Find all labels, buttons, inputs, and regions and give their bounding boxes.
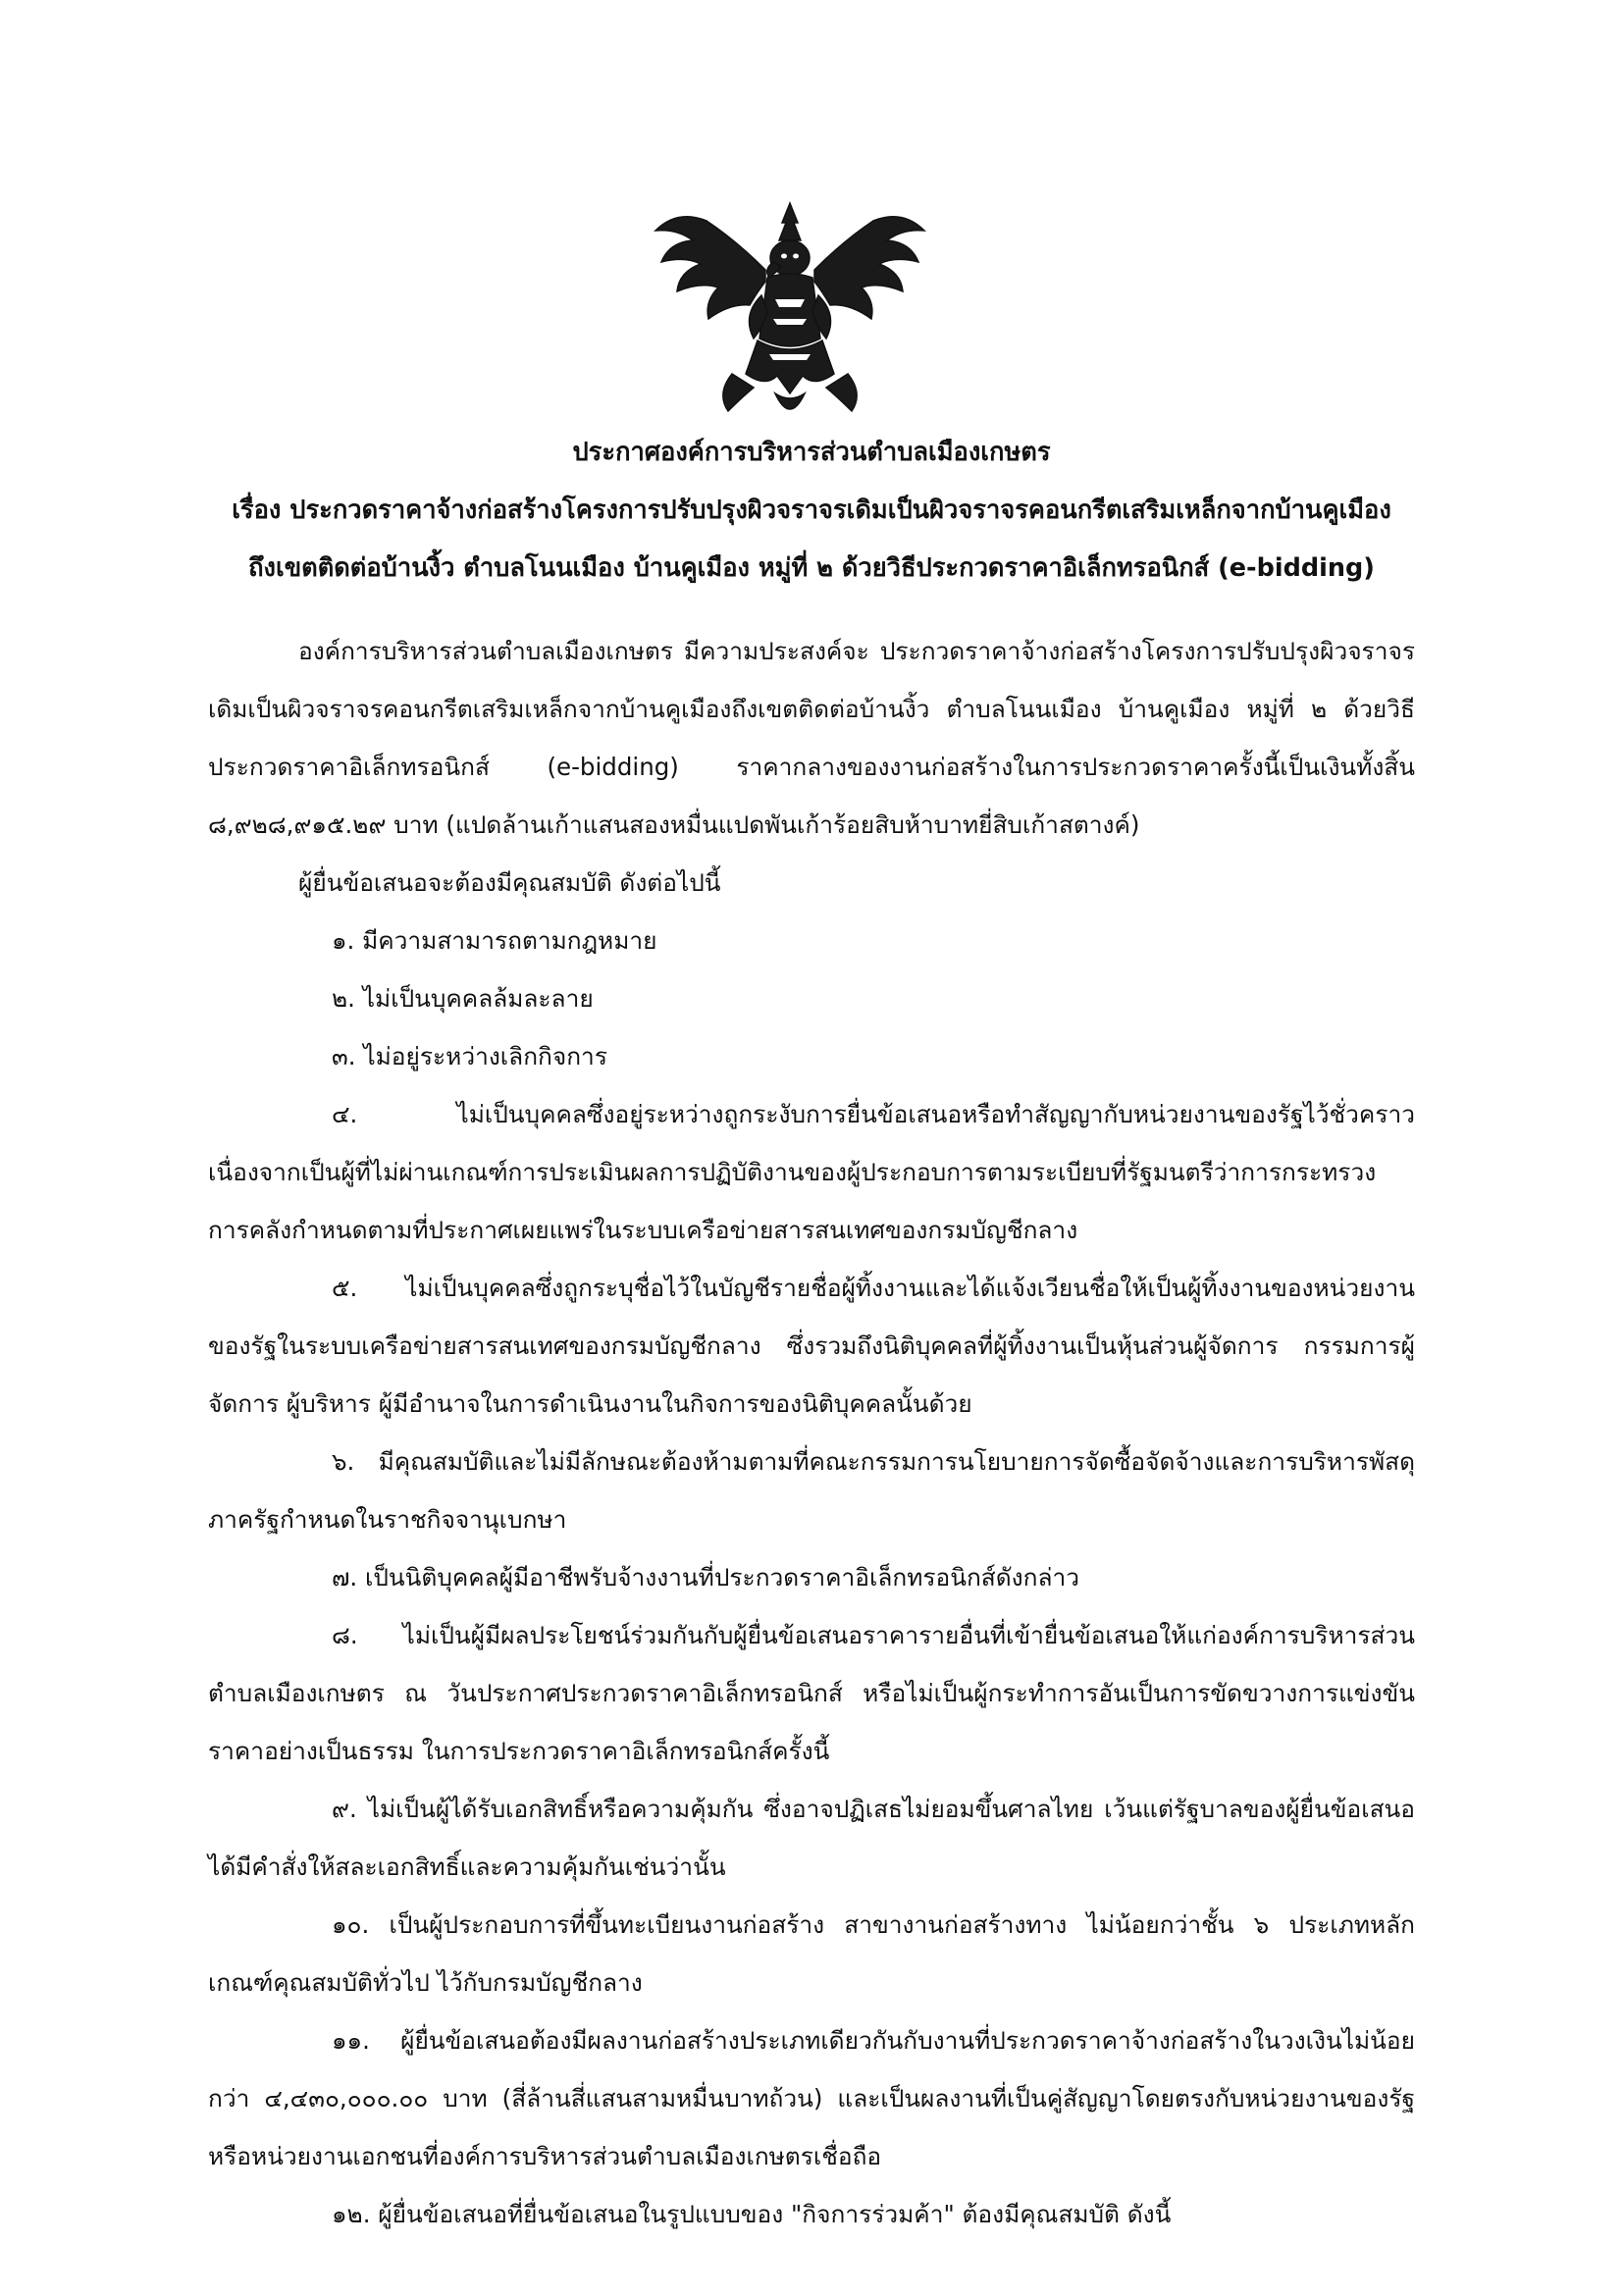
qualification-item-2: ๒. ไม่เป็นบุคคลล้มละลาย xyxy=(332,984,594,1013)
qualification-item-12: ๑๒. ผู้ยื่นข้อเสนอที่ยื่นข้อเสนอในรูปแบบของ "กิจการร่วมค้า" ต้องมีคุณสมบัติ ดังนี้ xyxy=(332,2200,1172,2228)
qualification-item-11: ๑๑. ผู้ยื่นข้อเสนอต้องมีผลงานก่อสร้างประเภทเดียวกันกับงานที่ประกวดราคาจ้างก่อสร้างในวงเงินไม่น้อยกว่า ๔,๔๓๐,๐๐๐.๐๐ บาท (สี่ล้านสี่แสนสามหมื่นบาทถ้วน) และเป็นผลงานที่เป็นคู่สัญญาโดยตรงกับหน่วยงานของรัฐ หรือหน่วยงานเอกชนที่องค์การบริหารส่วนตำบลเมืองเกษตรเชื่อถือ xyxy=(208,2026,1415,2170)
announcement-title: ประกาศองค์การบริหารส่วนตำบลเมืองเกษตร xyxy=(572,438,1051,467)
qualification-item-10: ๑๐. เป็นผู้ประกอบการที่ขึ้นทะเบียนงานก่อสร้าง สาขางานก่อสร้างทาง ไม่น้อยกว่าชั้น ๖ ประเภทหลักเกณฑ์คุณสมบัติทั่วไป ไว้กับกรมบัญชีกลาง xyxy=(208,1910,1415,1997)
qualification-item-1: ๑. มีความสามารถตามกฎหมาย xyxy=(332,926,657,955)
qualifications-heading: ผู้ยื่นข้อเสนอจะต้องมีคุณสมบัติ ดังต่อไปนี้ xyxy=(298,868,721,897)
qualification-item-3: ๓. ไม่อยู่ระหว่างเลิกกิจการ xyxy=(332,1042,607,1070)
qualification-item-5: ๕. ไม่เป็นบุคคลซึ่งถูกระบุชื่อไว้ในบัญชีรายชื่อผู้ทิ้งงานและได้แจ้งเวียนชื่อให้เป็นผู้ทิ้งงานของหน่วยงานของรัฐในระบบเครือข่ายสารสนเทศของกรมบัญชีกลาง ซึ่งรวมถึงนิติบุคคลที่ผู้ทิ้งงานเป็นหุ้นส่วนผู้จัดการ กรรมการผู้จัดการ ผู้บริหาร ผู้มีอำนาจในการดำเนินงานในกิจการของนิติบุคคลนั้นด้วย xyxy=(208,1274,1415,1418)
subject-line-2: ถึงเขตติดต่อบ้านงิ้ว ตำบลโนนเมือง บ้านคูเมือง หมู่ที่ ๒ ด้วยวิธีประกวดราคาอิเล็กทรอนิกส์ (e-bidding) xyxy=(248,553,1375,583)
qualification-item-4: ๔. ไม่เป็นบุคคลซึ่งอยู่ระหว่างถูกระงับการยื่นข้อเสนอหรือทำสัญญากับหน่วยงานของรัฐไว้ชั่วคราว เนื่องจากเป็นผู้ที่ไม่ผ่านเกณฑ์การประเมินผลการปฏิบัติงานของผู้ประกอบการตามระเบียบที่รัฐมนตรีว่าการกระทรวงการคลังกำหนดตามที่ประกาศเผยแพร่ในระบบเครือข่ายสารสนเทศของกรมบัญชีกลาง xyxy=(208,1100,1415,1244)
intro-paragraph: องค์การบริหารส่วนตำบลเมืองเกษตร มีความประสงค์จะ ประกวดราคาจ้างก่อสร้างโครงการปรับปรุงผิวจราจรเดิมเป็นผิวจราจรคอนกรีตเสริมเหล็กจากบ้านคูเมืองถึงเขตติดต่อบ้านงิ้ว ตำบลโนนเมือง บ้านคูเมือง หมู่ที่ ๒ ด้วยวิธีประกวดราคาอิเล็กทรอนิกส์ (e-bidding) ราคากลางของงานก่อสร้างในการประกวดราคาครั้งนี้เป็นเงินทั้งสิ้น ๘,๙๒๘,๙๑๕.๒๙ บาท (แปดล้านเก้าแสนสองหมื่นแปดพันเก้าร้อยสิบห้าบาทยี่สิบเก้าสตางค์) xyxy=(208,637,1415,839)
qualification-item-9: ๙. ไม่เป็นผู้ได้รับเอกสิทธิ์หรือความคุ้มกัน ซึ่งอาจปฏิเสธไม่ยอมขึ้นศาลไทย เว้นแต่รัฐบาลของผู้ยื่นข้อเสนอได้มีคำสั่งให้สละเอกสิทธิ์และความคุ้มกันเช่นว่านั้น xyxy=(208,1795,1415,1881)
garuda-emblem-icon xyxy=(648,201,932,427)
subject-line-1: เรื่อง ประกวดราคาจ้างก่อสร้างโครงการปรับปรุงผิวจราจรเดิมเป็นผิวจราจรคอนกรีตเสริมเหล็กจากบ้านคูเมือง xyxy=(232,496,1391,525)
document-body xyxy=(208,622,1415,2243)
qualification-item-7: ๗. เป็นนิติบุคคลผู้มีอาชีพรับจ้างงานที่ประกวดราคาอิเล็กทรอนิกส์ดังกล่าว xyxy=(332,1563,1080,1592)
qualification-item-8: ๘. ไม่เป็นผู้มีผลประโยชน์ร่วมกันกับผู้ยื่นข้อเสนอราคารายอื่นที่เข้ายื่นข้อเสนอให้แก่องค์การบริหารส่วนตำบลเมืองเกษตร ณ วันประกาศประกวดราคาอิเล็กทรอนิกส์ หรือไม่เป็นผู้กระทำการอันเป็นการขัดขวางการแข่งขันราคาอย่างเป็นธรรม ในการประกวดราคาอิเล็กทรอนิกส์ครั้งนี้ xyxy=(208,1621,1415,1765)
qualification-item-6: ๖. มีคุณสมบัติและไม่มีลักษณะต้องห้ามตามที่คณะกรรมการนโยบายการจัดซื้อจัดจ้างและการบริหารพัสดุภาครัฐกำหนดในราชกิจจานุเบกษา xyxy=(208,1447,1415,1534)
document-title-block xyxy=(128,424,1495,598)
